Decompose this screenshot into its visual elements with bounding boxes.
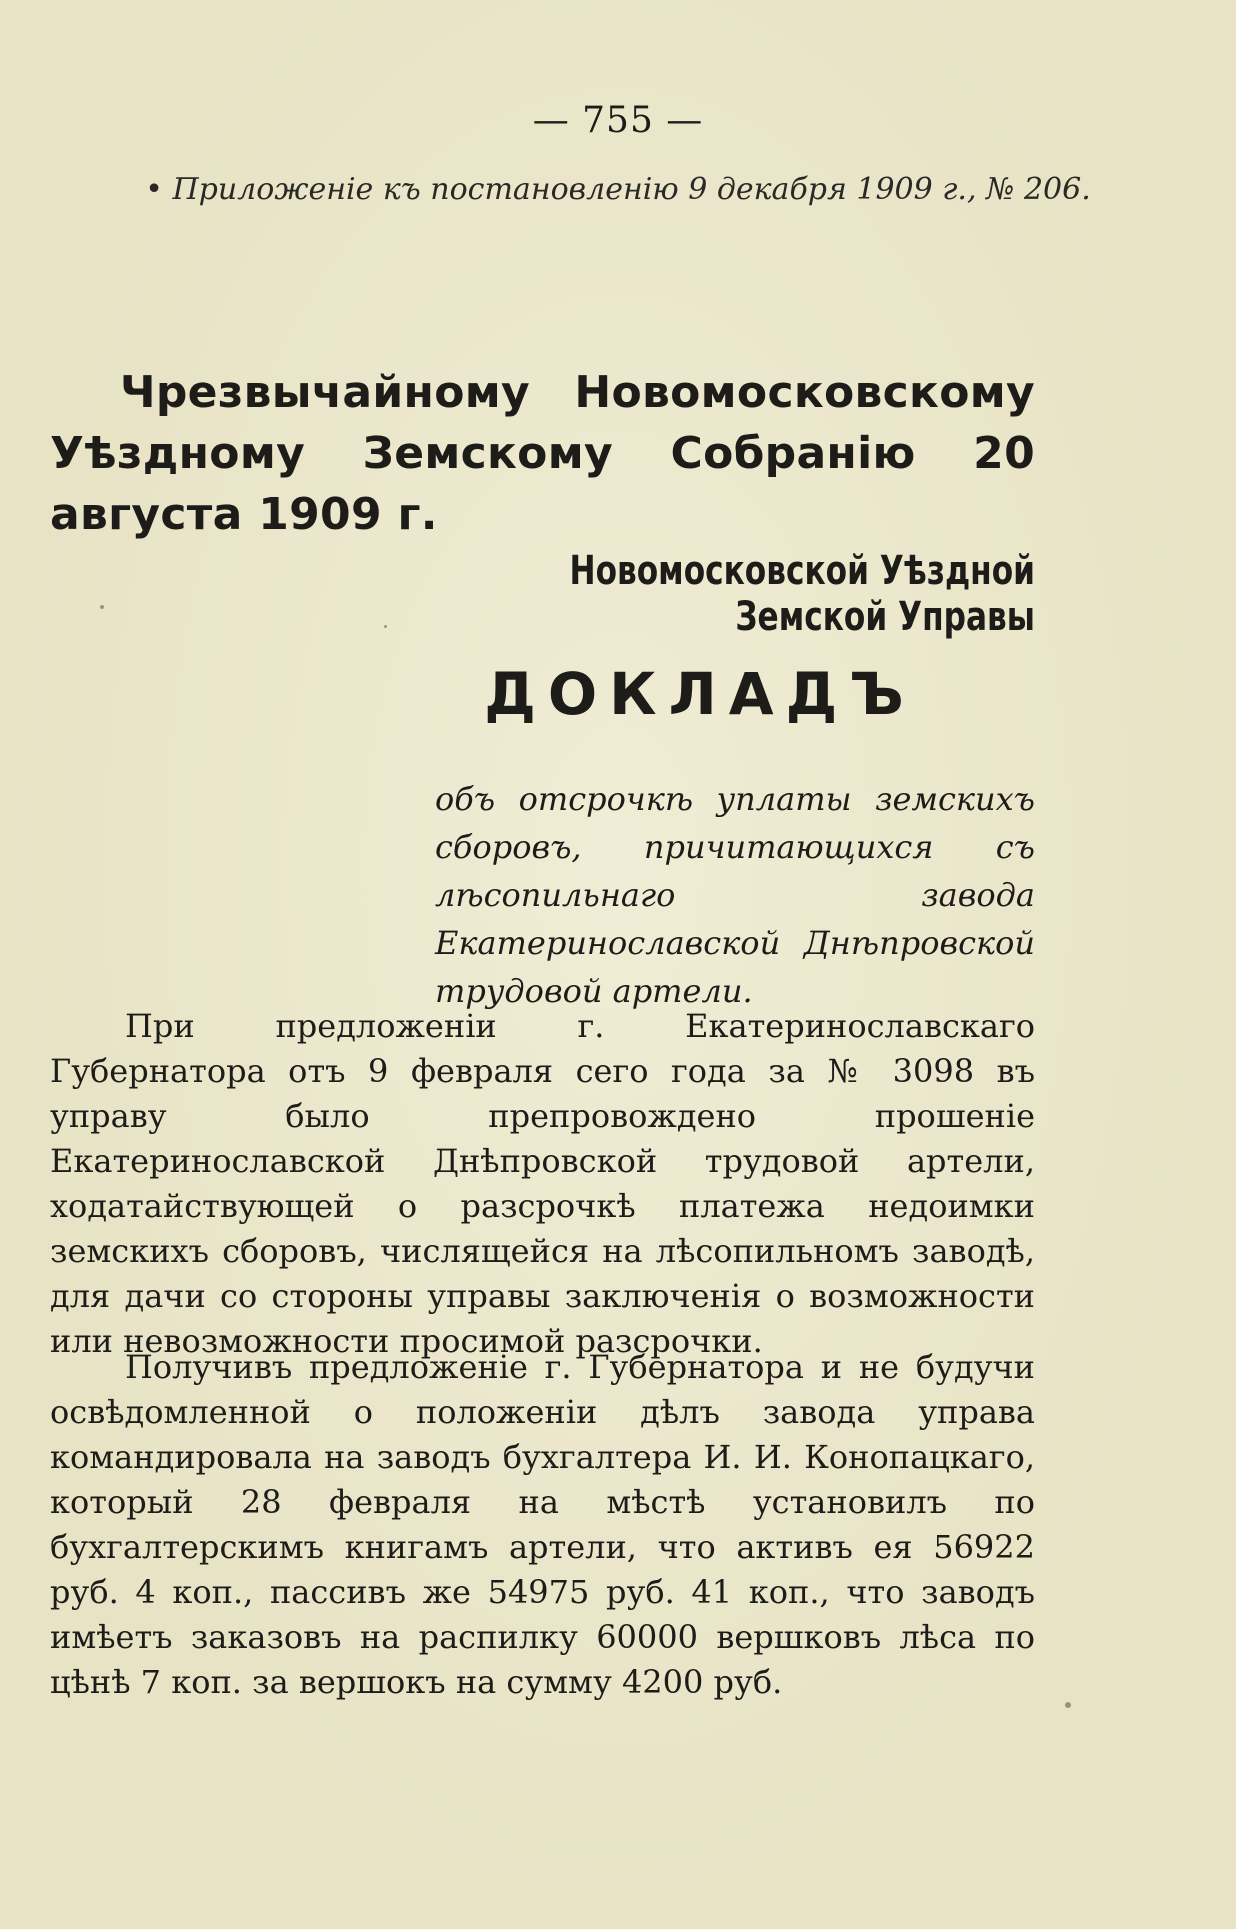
paper-speck bbox=[100, 605, 104, 609]
body-paragraph: При предложеніи г. Екатеринославскаго Губернатора отъ 9 февраля сего года за № 3098 въ управу было препровождено прошеніе Екатеринославской Днѣпровской трудовой артели, ходатайствующей о разсрочкѣ платежа недоимки земскихъ сборовъ, числящейся на лѣсопильномъ заводѣ, для дачи со стороны управы заключенія о возможности или невозможности просимой разсрочки. bbox=[50, 1007, 1035, 1360]
body-paragraph: Получивъ предложеніе г. Губернатора и не будучи освѣдомленной о положеніи дѣлъ завода управа командировала на заводъ бухгалтера И. И. Конопацкаго, который 28 февраля на мѣстѣ установилъ по бухгалтерскимъ книгамъ артели, что активъ ея 56922 руб. 4 коп., пассивъ же 54975 руб. 41 коп., что заводъ имѣетъ заказовъ на распилку 60000 вершковъ лѣса по цѣнѣ 7 коп. за вершокъ на сумму 4200 руб. bbox=[50, 1348, 1035, 1701]
report-title: ДОКЛАДЪ bbox=[484, 660, 916, 728]
paper-speck bbox=[1065, 1702, 1071, 1708]
paper-speck bbox=[384, 625, 387, 628]
addressee-heading: Чрезвычайному Новомосковскому Уѣздному Земскому Собранію 20 августа 1909 г. bbox=[50, 367, 1035, 540]
appendix-note: • Приложеніе къ постановленію 9 декабря 1909 г., № 206. bbox=[145, 172, 1091, 207]
board-heading: Новомосковской Уѣздной Земской Управы bbox=[569, 548, 1035, 640]
report-subject: объ отсрочкѣ уплаты земскихъ сборовъ, причитающихся съ лѣсопильнаго завода Екатеринославской Днѣпровской трудовой артели. bbox=[435, 780, 1035, 1010]
page-number: — 755 — bbox=[532, 100, 704, 141]
